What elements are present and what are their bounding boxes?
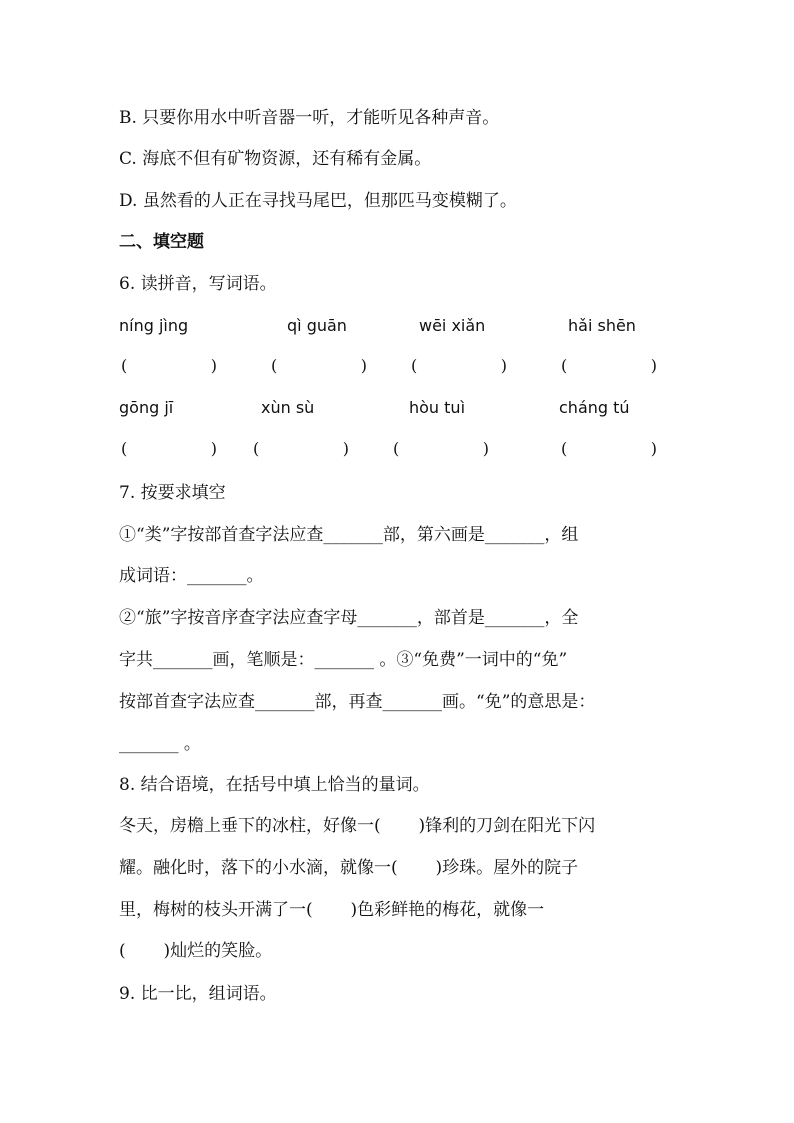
answer-blank[interactable]: ( ) <box>253 439 349 458</box>
question-6-title: 6. 读拼音，写词语。 <box>119 274 277 294</box>
question-7-line-2: 成词语：_______。 <box>119 566 264 586</box>
question-8-title: 8. 结合语境，在括号中填上恰当的量词。 <box>119 775 430 795</box>
answer-blank[interactable]: ( ) <box>121 356 217 375</box>
pinyin-8: cháng tú <box>559 398 630 417</box>
question-8-line-1: 冬天，房檐上垂下的冰柱，好像一( )锋利的刀剑在阳光下闪 <box>119 816 596 836</box>
pinyin-1: níng jìng <box>119 316 189 335</box>
pinyin-7: hòu tuì <box>409 398 466 417</box>
question-7-line-5: 按部首查字法应查_______部，再查_______画。“免”的意思是： <box>119 692 596 712</box>
answer-blank[interactable]: ( ) <box>271 356 367 375</box>
option-c: C. 海底不但有矿物资源，还有稀有金属。 <box>119 149 432 169</box>
question-7-title: 7. 按要求填空 <box>119 483 226 503</box>
pinyin-5: gōng jī <box>119 398 174 417</box>
option-b: B. 只要你用水中听音器一听，才能听见各种声音。 <box>119 108 500 128</box>
pinyin-4: hǎi shēn <box>568 316 636 335</box>
question-7-line-6: _______ 。 <box>119 734 201 754</box>
answer-blank[interactable]: ( ) <box>561 356 657 375</box>
answer-blank[interactable]: ( ) <box>411 356 507 375</box>
pinyin-6: xùn sù <box>261 398 315 417</box>
option-d: D. 虽然看的人正在寻找马尾巴，但那匹马变模糊了。 <box>119 191 517 211</box>
answer-blank[interactable]: ( ) <box>121 439 217 458</box>
pinyin-2: qì guān <box>287 316 347 335</box>
question-8-line-3: 里，梅树的枝头开满了一( )色彩鲜艳的梅花，就像一 <box>119 900 545 920</box>
pinyin-3: wēi xiǎn <box>419 316 486 335</box>
question-7-line-4: 字共_______画，笔顺是：_______ 。③“免费”一词中的“免” <box>119 650 568 670</box>
section-title: 二、填空题 <box>119 232 204 252</box>
answer-blank[interactable]: ( ) <box>561 439 657 458</box>
question-9-title: 9. 比一比，组词语。 <box>119 984 277 1004</box>
question-7-line-3: ②“旅”字按音序查字法应查字母_______，部首是_______，全 <box>119 608 579 628</box>
question-7-line-1: ①“类”字按部首查字法应查_______部，第六画是_______，组 <box>119 525 579 545</box>
question-8-line-4: ( )灿烂的笑脸。 <box>119 941 273 961</box>
question-8-line-2: 耀。融化时，落下的小水滴，就像一( )珍珠。屋外的院子 <box>119 858 579 878</box>
answer-blank[interactable]: ( ) <box>393 439 489 458</box>
